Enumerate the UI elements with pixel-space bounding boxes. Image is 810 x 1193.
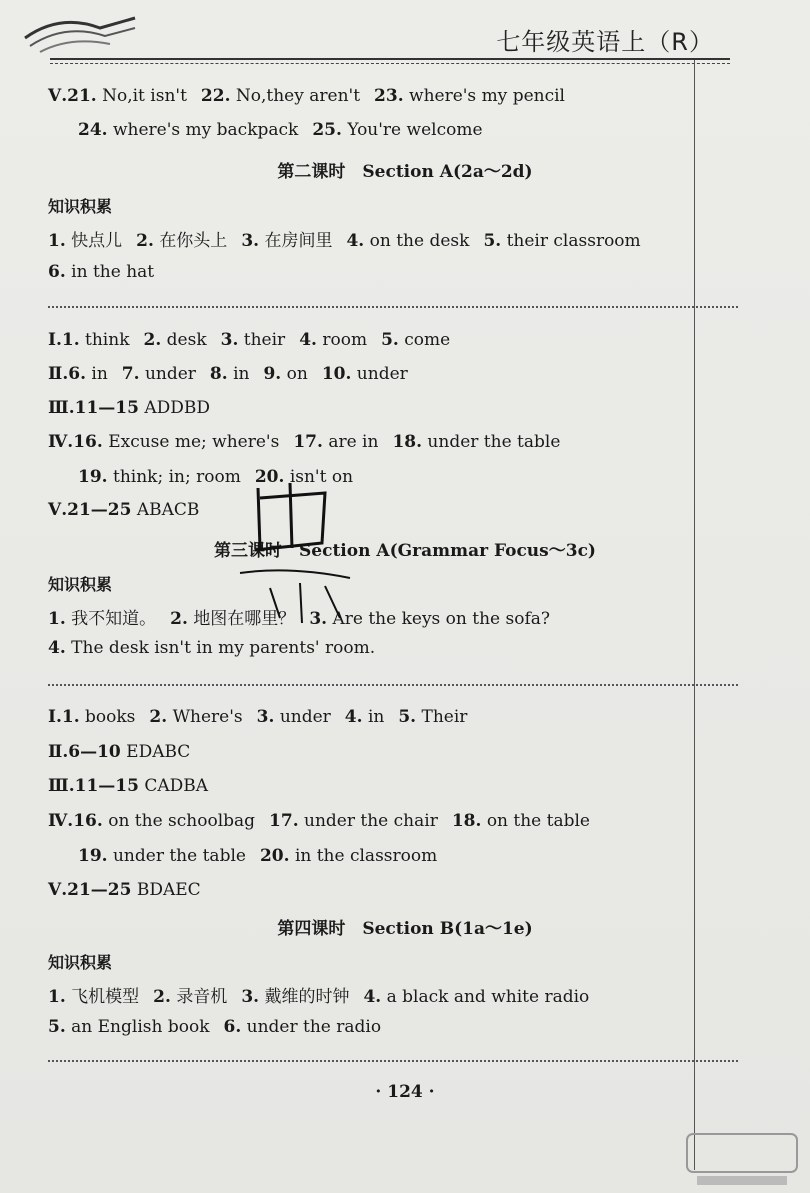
item-number: 5. (398, 707, 417, 727)
answer-row (48, 330, 464, 350)
roman-label: Ⅲ. (48, 776, 75, 796)
answer-item (75, 398, 210, 418)
item-number: 3. (241, 987, 260, 1007)
item-text: on the desk (369, 231, 470, 251)
item-number: 10. (321, 364, 352, 384)
answer-row (48, 500, 213, 520)
item-number: 5. (483, 231, 502, 251)
item-number: 1. (48, 231, 66, 251)
answer-item (149, 707, 242, 727)
roman-label: Ⅰ. (48, 707, 62, 727)
item-number: 23. (374, 86, 404, 106)
answer-item (201, 86, 360, 106)
item-text: The desk isn't in my parents' room. (71, 638, 376, 658)
answer-item (345, 707, 385, 727)
item-number: 2. (170, 609, 188, 629)
answer-item (48, 638, 375, 658)
answer-row (48, 86, 579, 106)
roman-label: Ⅱ. (48, 364, 69, 384)
item-text: ABACB (136, 500, 200, 520)
roman-label: Ⅳ. (48, 811, 74, 831)
item-number: 2. (153, 987, 171, 1007)
item-text: on the table (486, 811, 590, 831)
item-number: 1. (61, 330, 80, 350)
page-number: · 124 · (375, 1082, 435, 1102)
header-dashed-rule (50, 63, 730, 64)
knowledge-row (48, 638, 389, 658)
item-text: desk (166, 330, 207, 350)
answer-item (241, 987, 349, 1007)
section-title-3: 第三课时 Section A(Grammar Focus～3c) (214, 541, 596, 561)
answer-item (78, 467, 241, 487)
answer-item (322, 364, 408, 384)
answer-row (48, 398, 224, 418)
item-text: in the hat (71, 262, 155, 282)
item-text: think (85, 330, 130, 350)
answer-item (452, 811, 590, 831)
item-number: 11—15 (74, 398, 139, 418)
answer-item (392, 432, 560, 452)
item-number: 6. (223, 1017, 242, 1037)
answer-item (374, 86, 565, 106)
answer-item (346, 231, 469, 251)
item-number: 25. (312, 120, 342, 140)
answer-row (48, 742, 204, 762)
item-number: 3. (256, 707, 275, 727)
answer-item (299, 330, 367, 350)
answer-item (78, 120, 298, 140)
item-text: CADBA (144, 776, 209, 796)
answer-item (136, 231, 227, 251)
item-number: 16. (73, 811, 103, 831)
item-text: 在你头上 (159, 231, 228, 251)
answer-item (224, 1017, 382, 1037)
item-number: 4. (299, 330, 317, 350)
item-number: 1. (48, 987, 66, 1007)
header-rule (50, 58, 730, 60)
item-number: 2. (149, 707, 168, 727)
answer-item (48, 262, 154, 282)
item-number: 19. (78, 467, 108, 487)
section-title-2: 第二课时 Section A(2a～2d) (277, 162, 533, 182)
item-text: under the table (427, 432, 561, 452)
item-number: 5. (48, 1017, 66, 1037)
item-text: 在房间里 (264, 231, 333, 251)
item-number: 3. (220, 330, 239, 350)
answer-item (75, 776, 208, 796)
item-text: where's my pencil (409, 86, 565, 106)
item-number: 16. (73, 432, 103, 452)
item-text: under the radio (246, 1017, 382, 1037)
knowledge-row (48, 982, 603, 1007)
answer-item (269, 811, 438, 831)
knowledge-heading: 知识积累 (48, 197, 113, 216)
item-number: 4. (363, 987, 382, 1007)
item-text: in (91, 364, 108, 384)
item-text: their (243, 330, 286, 350)
item-number: 8. (209, 364, 228, 384)
answer-item (68, 364, 108, 384)
item-text: ADDBD (144, 398, 211, 418)
item-text: 地图在哪里？ (193, 609, 296, 629)
answer-item (73, 432, 279, 452)
item-text: BDAEC (136, 880, 201, 900)
answer-item (483, 231, 640, 251)
book-logo-icon (20, 8, 140, 60)
roman-label: Ⅲ. (48, 398, 75, 418)
knowledge-heading: 知识积累 (48, 575, 113, 594)
item-text: Where's (172, 707, 243, 727)
item-text: No,they aren't (235, 86, 361, 106)
answer-item (62, 330, 130, 350)
item-number: 6—10 (68, 742, 121, 762)
knowledge-row (48, 1017, 395, 1037)
answer-item (48, 1017, 210, 1037)
item-text: on the schoolbag (108, 811, 256, 831)
item-number: 18. (451, 811, 482, 831)
answer-row (48, 811, 604, 831)
item-text: Excuse me; where's (108, 432, 280, 452)
page-header (0, 0, 810, 68)
answer-item (153, 987, 227, 1007)
item-number: 3. (241, 231, 260, 251)
item-text: where's my backpack (112, 120, 299, 140)
item-text: in (367, 707, 385, 727)
answer-item (260, 846, 437, 866)
roman-label: Ⅴ. (48, 500, 68, 520)
item-number: 1. (48, 609, 66, 629)
item-text: on (286, 364, 308, 384)
item-number: 21—25 (67, 500, 132, 520)
watermark-logo (682, 1129, 802, 1189)
item-text: in (233, 364, 250, 384)
item-number: 2. (136, 231, 154, 251)
item-number: 21—25 (67, 880, 132, 900)
item-number: 22. (200, 86, 231, 106)
item-text: 我不知道。 (71, 609, 157, 629)
roman-label: Ⅰ. (48, 330, 62, 350)
answer-row (78, 846, 451, 866)
answer-item (78, 846, 246, 866)
item-number: 6. (48, 262, 66, 282)
item-text: isn't on (289, 467, 354, 487)
knowledge-row (48, 262, 168, 282)
item-text: think; in; room (112, 467, 241, 487)
item-text: EDABC (126, 742, 191, 762)
roman-label: Ⅴ. (48, 880, 68, 900)
item-text: their classroom (506, 231, 641, 251)
answer-item (257, 707, 331, 727)
answer-item (67, 880, 201, 900)
answer-item (68, 742, 190, 762)
answer-item (73, 811, 255, 831)
item-number: 4. (346, 231, 365, 251)
answer-item (144, 330, 207, 350)
dotted-separator (48, 684, 738, 686)
item-text: under (279, 707, 331, 727)
item-text: are in (328, 432, 379, 452)
book-title: 七年级英语上（R） (496, 28, 714, 56)
answer-item (263, 364, 307, 384)
answer-item (48, 609, 156, 629)
item-number: 7. (121, 364, 140, 384)
roman-label: Ⅱ. (48, 742, 69, 762)
item-number: 17. (269, 811, 299, 831)
answer-row (48, 364, 422, 384)
roman-label: Ⅳ. (48, 432, 74, 452)
item-number: 19. (78, 846, 108, 866)
roman-label: Ⅴ. (48, 86, 68, 106)
item-text: 戴维的时钟 (264, 987, 350, 1007)
item-text: 飞机模型 (71, 987, 140, 1007)
answer-item (122, 364, 196, 384)
answer-item (312, 120, 482, 140)
answer-item (221, 330, 286, 350)
answer-row (48, 432, 574, 452)
item-number: 1. (61, 707, 80, 727)
item-number: 6. (68, 364, 86, 384)
item-number: 24. (78, 120, 108, 140)
item-number: 3. (309, 609, 328, 629)
item-text: Their (421, 707, 468, 727)
answer-item (381, 330, 450, 350)
item-text: under (144, 364, 196, 384)
handwritten-scribble (230, 478, 370, 628)
answer-row (78, 120, 497, 140)
item-number: 4. (344, 707, 363, 727)
answer-item (363, 987, 589, 1007)
item-number: 2. (143, 330, 162, 350)
dotted-separator (48, 306, 738, 308)
page-number-value: 124 (387, 1082, 423, 1102)
item-number: 20. (259, 846, 290, 866)
item-number: 9. (263, 364, 282, 384)
answer-item (398, 707, 467, 727)
item-text: under (356, 364, 408, 384)
item-number: 20. (254, 467, 285, 487)
answer-item (62, 707, 136, 727)
item-text: room (322, 330, 368, 350)
answer-row (48, 880, 215, 900)
item-number: 5. (381, 330, 399, 350)
item-text: 快点儿 (71, 231, 123, 251)
item-number: 11—15 (74, 776, 139, 796)
answer-item (67, 86, 187, 106)
item-text: under the table (112, 846, 246, 866)
item-text: books (85, 707, 136, 727)
answer-row (48, 707, 481, 727)
knowledge-heading: 知识积累 (48, 953, 113, 972)
answer-item (293, 432, 378, 452)
item-text: You're welcome (347, 120, 483, 140)
item-text: No,it isn't (102, 86, 187, 106)
knowledge-row (48, 226, 655, 251)
item-number: 17. (293, 432, 323, 452)
answer-item (241, 231, 332, 251)
item-text: come (404, 330, 451, 350)
answer-item (48, 987, 139, 1007)
answer-row (48, 776, 222, 796)
answer-item (48, 231, 122, 251)
answer-item (67, 500, 199, 520)
item-number: 18. (392, 432, 423, 452)
item-text: an English book (71, 1017, 210, 1037)
item-number: 4. (48, 638, 66, 658)
item-text: Are the keys on the sofa? (332, 609, 551, 629)
section-title-4: 第四课时 Section B(1a～1e) (277, 919, 533, 939)
item-text: 录音机 (176, 987, 228, 1007)
item-number: 21. (67, 86, 97, 106)
item-text: in the classroom (294, 846, 438, 866)
item-text: under the chair (304, 811, 438, 831)
dotted-separator (48, 1060, 738, 1062)
margin-line (694, 60, 695, 1170)
item-text: a black and white radio (386, 987, 590, 1007)
answer-item (210, 364, 250, 384)
